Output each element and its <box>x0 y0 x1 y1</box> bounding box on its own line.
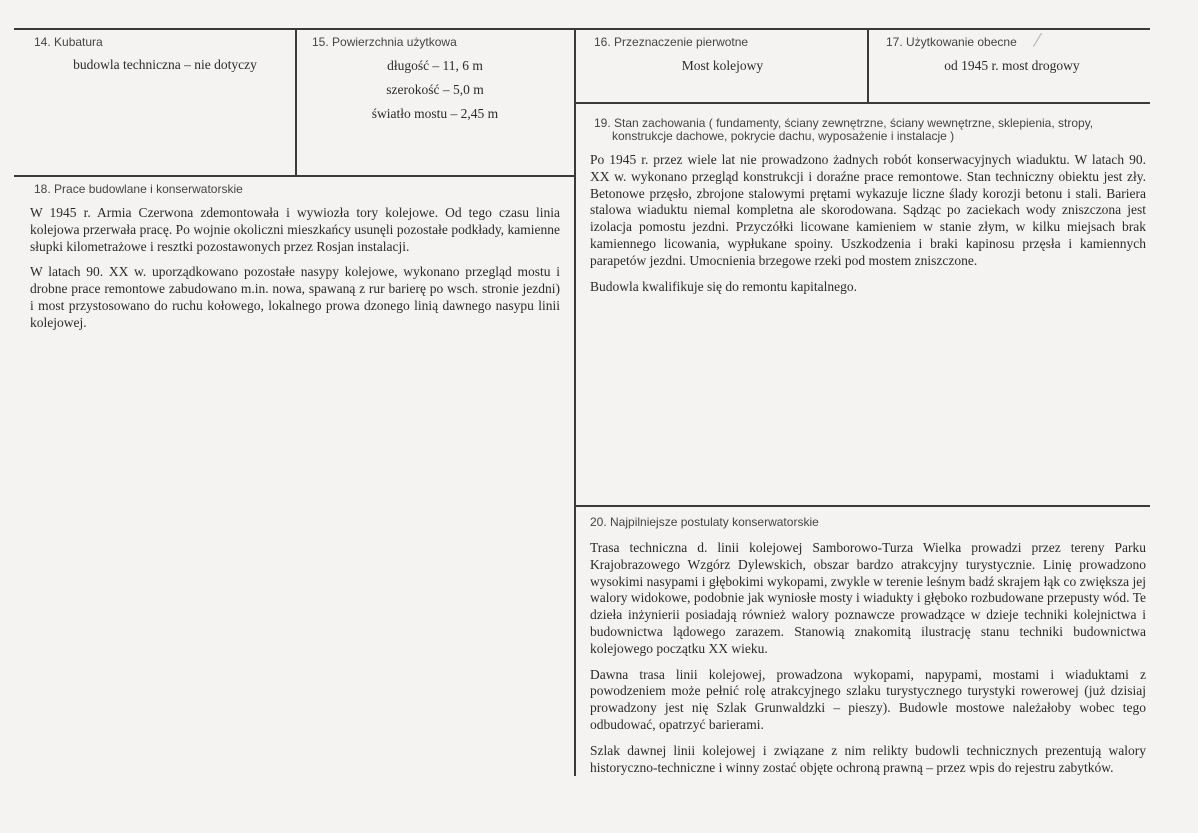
field-15-width: szerokość – 5,0 m <box>386 82 484 97</box>
field-18-paragraph-1: W 1945 r. Armia Czerwona zdemontowała i wywiozła tory kolejowe. Od tego czasu linia kolejowa przerwała pracę. Po wojnie okoliczni mieszkańcy usunęli pozostałe podkłady, kamienne słupki kilometrażowe i resztki pozostawonych przez Rosjan instalacji. <box>30 205 560 254</box>
top-border <box>14 28 1150 30</box>
field-17-label: 17. Użytkowanie obecne <box>886 35 1017 49</box>
field-19-text <box>590 152 1146 304</box>
field-19-label-line2: konstrukcje dachowe, pokrycie dachu, wyposażenie i instalacje ) <box>612 129 955 143</box>
field-14-value: budowla techniczna – nie dotyczy <box>73 57 257 72</box>
field-20-paragraph-1: Trasa techniczna d. linii kolejowej Samborowo-Turza Wielka prowadzi przez tereny Parku Krajobrazowego Wzgórz Dylewskich, obszar bardzo atrakcyjny turystycznie. Linię prowadzono wysokimi nasypami i głębokimi wykopami, zwykle w terenie leśnym badź skrajem łąk co zwiększa jej walory widokowe, podobnie jak wyniosłe mosty i wiadukty i głęboko rozbudowane przepusty wód. Te dzieła inżynierii posiadają również walory poznawcze prowadzące w dzieje techniki kolejnictwa i budownictwa lądowego zarazem. Stanowią znakomitą ilustrację stanu techniki budownictwa kolejowego początku XX wieku. <box>590 540 1146 656</box>
field-15-length: długość – 11, 6 m <box>387 58 483 73</box>
field-17-value: od 1945 r. most drogowy <box>944 58 1080 73</box>
field-15-label: 15. Powierzchnia użytkowa <box>312 35 457 49</box>
field-18-paragraph-2: W latach 90. XX w. uporządkowano pozostałe nasypy kolejowe, wykonano przegląd mostu i drobne prace remontowe zabudowano m.in. nowa, spawaną z rur barierę po wsch. stronie jezdni) i most przystosowano do ruchu kołowego, lokalnego prowa dzonego linią dawnego nasypu linii kolejowej. <box>30 264 560 330</box>
field-19-paragraph-2: Budowla kwalifikuje się do remontu kapitalnego. <box>590 278 857 294</box>
field-16-label: 16. Przeznaczenie pierwotne <box>594 35 749 49</box>
divider-16-17 <box>867 28 869 103</box>
divider-center <box>574 28 576 776</box>
field-20-paragraph-3: Szlak dawnej linii kolejowej i związane z nim relikty budowli technicznych prezentują walory historyczno-techniczne i winny zostać objęte ochroną prawną – przez wpis do rejestru zabytków. <box>590 742 1146 775</box>
divider-under-14-15 <box>14 175 575 177</box>
divider-14-15 <box>295 28 297 176</box>
field-16-value: Most kolejowy <box>681 58 764 73</box>
field-14-label: 14. Kubatura <box>34 35 103 49</box>
field-18-label: 18. Prace budowlane i konserwatorskie <box>34 182 243 196</box>
divider-19-20 <box>574 505 1150 507</box>
field-20-paragraph-2: Dawna trasa linii kolejowej, prowadzona wykopami, napypami, mostami i wiaduktami z powodzeniem może pełnić rolę atrakcyjnego szlaku turystycznego turystyki rowerowej (już dzisiaj prowadzony jest nię Szlak Grunwaldzki – pieszy). Budowle mostowe należałoby wobec tego odbudować, opatrzyć barierami. <box>590 666 1146 732</box>
field-19-label-line1: 19. Stan zachowania ( fundamenty, ściany zewnętrzne, ściany wewnętrzne, sklepienia, stropy, <box>594 116 1094 130</box>
field-15-span: światło mostu – 2,45 m <box>371 106 499 121</box>
field-19-paragraph-1: Po 1945 r. przez wiele lat nie prowadzono żadnych robót konserwacyjnych wiaduktu. W latach 90. XX w. wykonano przegląd konstrukcji i doraźne prace remontowe. Stan techniczny obiektu jest zły. Betonowe przęsło, zbrojone stalowymi prętami wykazuje liczne ślady korozji betonu i stali. Bariera stalowa wiaduktu niemal kompletna ale skorodowana. Sądząc po zaciekach wody zniszczona jest izolacja pomostu jezdni. Przyczółki licowane kamieniem w stanie złym, w kilku miejsach brak kamiennego licowania, wypłukane spoiny. Uszkodzenia i braki kapinosu przęsła i kamiennych parapetów jezdni. Umocnienia brzegowe rzeki pod mostem zniszczone. <box>590 152 1146 268</box>
field-18-text <box>30 205 560 341</box>
field-20-label: 20. Najpilniejsze postulaty konserwatorskie <box>590 515 819 529</box>
pencil-mark-icon: ⁄ <box>1036 30 1040 51</box>
field-20-text <box>590 540 1146 785</box>
divider-under-16-17 <box>574 102 1150 104</box>
